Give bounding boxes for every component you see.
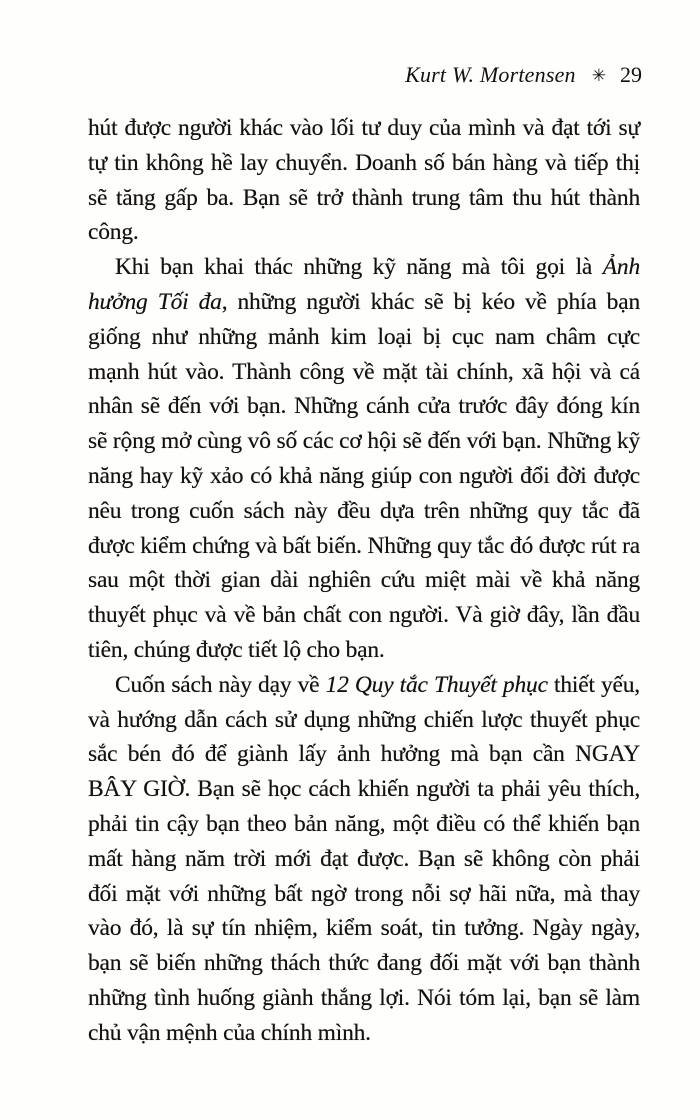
page-number: 29 — [620, 62, 642, 87]
paragraph-3-text-b: thiết yếu, và hướng dẫn cách sử dụng những chiến lược thuyết phục sắc bén đó để giành lấy ảnh hưởng mà bạn cần NGAY BÂY GIỜ. Bạn sẽ học cách khiến người ta phải yêu thích, phải tin cậy bạn theo bản năng, một điều có thể khiến bạn mất hàng năm trời mới đạt được. Bạn sẽ không còn phải đối mặt với những bất ngờ trong nỗi sợ hãi nữa, mà thay vào đó, là sự tín nhiệm, kiểm soát, tin tưởng. Ngày ngày, bạn sẽ biến những thách thức đang đối mặt với bạn thành những tình huống giành thắng lợi. Nói tóm lại, bạn sẽ làm chủ vận mệnh của chính mình. — [88, 671, 640, 1046]
paragraph-1-text: hút được người khác vào lối tư duy của mình và đạt tới sự tự tin không hề lay chuyển. Doanh số bán hàng và tiếp thị sẽ tăng gấp ba. Bạn sẽ trở thành trung tâm thu hút thành công. — [88, 115, 640, 246]
asterisk-separator-icon: ✳ — [591, 66, 606, 86]
paragraph-3-text-a: Cuốn sách này dạy về — [115, 671, 326, 698]
paragraph-2-italic-phrase: Ảnh hưởng Tối đa — [88, 254, 640, 315]
page-header — [405, 62, 642, 88]
paragraph-2 — [88, 250, 640, 668]
paragraph-2-text-a: Khi bạn khai thác những kỹ năng mà tôi gọi là — [115, 254, 603, 281]
author-name: Kurt W. Mortensen — [405, 62, 576, 87]
page-body — [88, 111, 640, 1051]
paragraph-3 — [88, 668, 640, 1051]
paragraph-2-text-b: , những người khác sẽ bị kéo về phía bạn giống như những mảnh kim loại bị cục nam châm cực mạnh hút vào. Thành công về mặt tài chính, xã hội và cá nhân sẽ đến với bạn. Những cánh cửa trước đây đóng kín sẽ rộng mở cùng vô số các cơ hội sẽ đến với bạn. Những kỹ năng hay kỹ xảo có khả năng giúp con người đổi đời được nêu trong cuốn sách này đều dựa trên những quy tắc đã được kiểm chứng và bất biến. Những quy tắc đó được rút ra sau một thời gian dài nghiên cứu miệt mài về khả năng thuyết phục và về bản chất con người. Và giờ đây, lần đầu tiên, chúng được tiết lộ cho bạn. — [88, 288, 640, 663]
paragraph-3-italic-phrase: 12 Quy tắc Thuyết phục — [325, 671, 548, 698]
paragraph-1 — [88, 111, 640, 250]
